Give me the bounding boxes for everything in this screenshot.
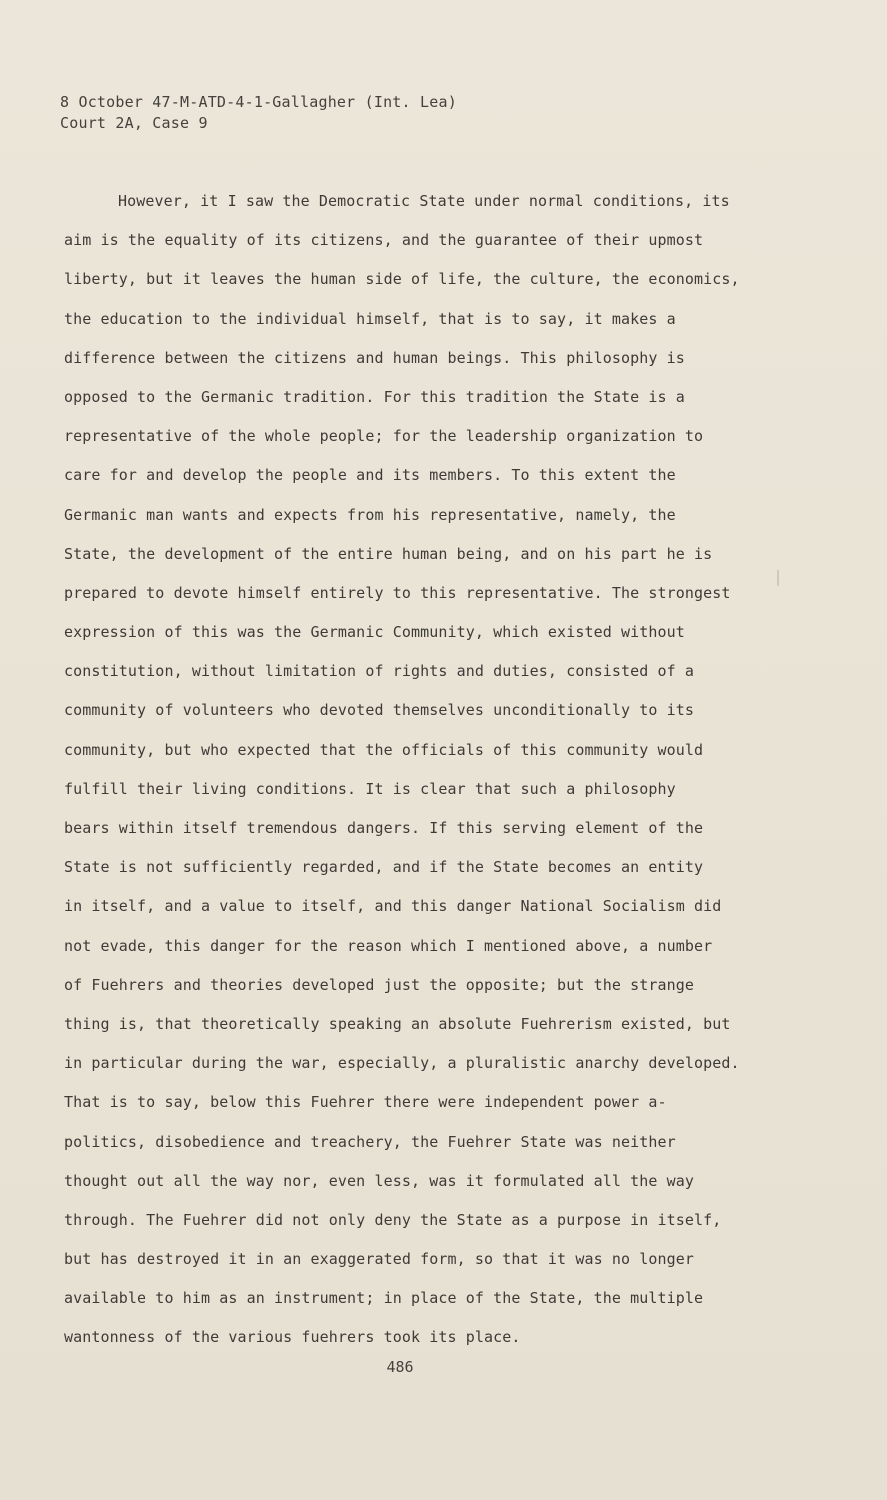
text-line: thing is, that theoretically speaking an absolute Fuehrerism existed, but	[64, 1014, 731, 1033]
text-line: expression of this was the Germanic Community, which existed without	[64, 623, 685, 642]
text-line: through. The Fuehrer did not only deny the State as a purpose in itself,	[64, 1210, 722, 1229]
paper-mark	[777, 570, 779, 586]
text-line: However, it I saw the Democratic State under normal conditions, its	[118, 192, 730, 210]
text-line: liberty, but it leaves the human side of life, the culture, the economics,	[64, 270, 740, 289]
text-line: community, but who expected that the officials of this community would	[64, 740, 704, 759]
text-line: the education to the individual himself, that is to say, it makes a	[64, 309, 676, 328]
text-line: wantonness of the various fuehrers took its place.	[64, 1328, 521, 1347]
text-line: thought out all the way nor, even less, was it formulated all the way	[64, 1171, 695, 1190]
page-number: 486	[386, 1358, 414, 1376]
text-line: State, the development of the entire human being, and on his part he is	[64, 544, 713, 563]
body-text	[64, 182, 784, 1358]
header-session-line: 8 October 47-M-ATD-4-1-Gallagher (Int. Lea)	[60, 93, 457, 111]
text-line: Germanic man wants and expects from his representative, namely, the	[64, 505, 676, 524]
text-line: prepared to devote himself entirely to this representative. The strongest	[64, 583, 731, 602]
text-line: representative of the whole people; for the leadership organization to	[64, 427, 704, 446]
text-line: available to him as an instrument; in place of the State, the multiple	[64, 1289, 704, 1308]
text-line: not evade, this danger for the reason which I mentioned above, a number	[64, 936, 713, 955]
text-line: aim is the equality of its citizens, and the guarantee of their upmost	[64, 231, 704, 250]
text-line: constitution, without limitation of rights and duties, consisted of a	[64, 662, 695, 681]
text-line: State is not sufficiently regarded, and if the State becomes an entity	[64, 858, 704, 877]
text-line: community of volunteers who devoted themselves unconditionally to its	[64, 701, 695, 720]
text-line: in particular during the war, especially, a pluralistic anarchy developed.	[64, 1054, 740, 1073]
document-header	[60, 92, 457, 134]
text-line: of Fuehrers and theories developed just the opposite; but the strange	[64, 975, 695, 994]
text-line: That is to say, below this Fuehrer there were independent power a-	[64, 1093, 667, 1112]
text-line: but has destroyed it in an exaggerated form, so that it was no longer	[64, 1250, 695, 1269]
text-line: bears within itself tremendous dangers. If this serving element of the	[64, 819, 704, 837]
text-line: difference between the citizens and human beings. This philosophy is	[64, 348, 685, 367]
text-line: care for and develop the people and its members. To this extent the	[64, 466, 676, 485]
header-court-line: Court 2A, Case 9	[60, 114, 208, 132]
text-line: opposed to the Germanic tradition. For this tradition the State is a	[64, 387, 685, 406]
text-line: in itself, and a value to itself, and this danger National Socialism did	[64, 897, 722, 916]
text-line: politics, disobedience and treachery, the Fuehrer State was neither	[64, 1132, 676, 1151]
text-line: fulfill their living conditions. It is clear that such a philosophy	[64, 779, 676, 798]
